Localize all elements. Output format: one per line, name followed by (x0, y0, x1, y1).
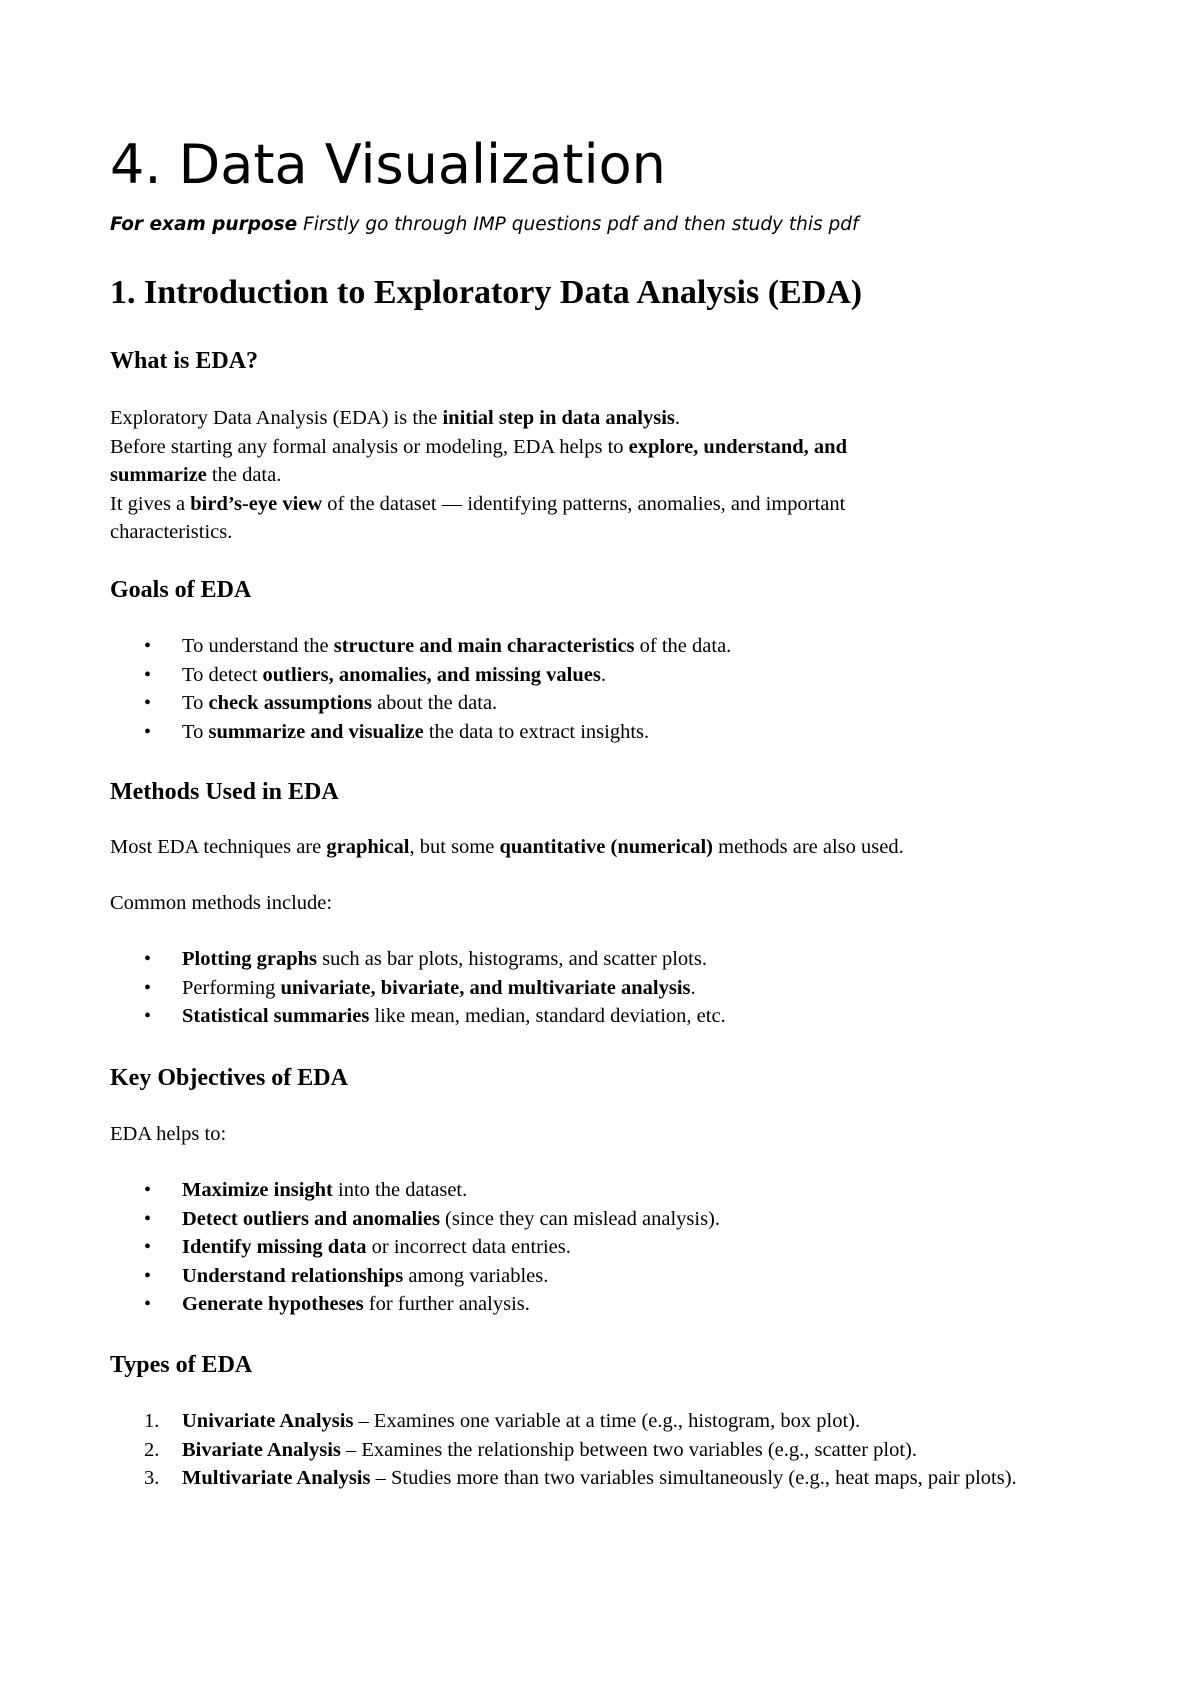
bold-text: Identify missing data (182, 1236, 367, 1258)
text: . (600, 663, 606, 686)
list-item (110, 974, 1090, 1003)
list-item (110, 1464, 1090, 1493)
text: Most EDA techniques are (110, 836, 327, 858)
bold-text: summarize (110, 464, 207, 486)
text: among variables. (403, 1264, 549, 1287)
para-line (110, 518, 1010, 547)
text: about the data. (371, 692, 498, 714)
what-is-eda-paragraph (110, 404, 1010, 547)
bold-text: Bivariate Analysis (182, 1438, 341, 1461)
bold-text: univariate, bivariate, and multivariate analysis (280, 976, 691, 999)
list-item (110, 1436, 1090, 1465)
bold-text: quantitative (numerical) (499, 836, 713, 858)
bold-text: Detect outliers and anomalies (182, 1207, 440, 1230)
para-line (110, 404, 1010, 433)
list-item (110, 945, 1090, 974)
list-item (110, 1290, 1090, 1319)
text: Before starting any formal analysis or modeling, EDA helps to (110, 435, 629, 458)
text: like mean, median, standard deviation, etc. (369, 1005, 726, 1027)
para-line (110, 490, 1010, 519)
methods-list (110, 945, 1090, 1031)
bold-text: initial step in data analysis (442, 407, 675, 429)
list-item (110, 661, 1090, 690)
list-item (110, 689, 1090, 718)
text: To (182, 692, 209, 714)
text: . (674, 407, 680, 429)
bold-text: Maximize insight (182, 1179, 333, 1201)
bullet-icon: • (144, 976, 152, 999)
text: the data to extract insights. (423, 720, 650, 743)
bold-text: Understand relationships (182, 1264, 404, 1287)
text: of the data. (634, 635, 732, 657)
list-item (110, 718, 1090, 747)
text: To (182, 720, 209, 743)
text: into the dataset. (332, 1179, 468, 1201)
subtitle-bold: For exam purpose (110, 214, 298, 235)
bullet-icon: • (144, 1264, 152, 1287)
text: (since they can mislead analysis). (439, 1207, 720, 1230)
objectives-list (110, 1176, 1090, 1319)
list-number: 1. (144, 1410, 160, 1432)
list-item (110, 1205, 1090, 1234)
types-list (110, 1407, 1090, 1493)
bullet-icon: • (144, 635, 152, 657)
text: of the dataset — identifying patterns, anomalies, and important (322, 492, 846, 515)
text: , but some (409, 836, 500, 858)
bullet-icon: • (144, 1179, 152, 1201)
text: To detect (182, 663, 263, 686)
bold-text: graphical (326, 836, 410, 858)
bullet-icon: • (144, 1236, 152, 1258)
bold-text: bird’s-eye view (190, 492, 323, 515)
bold-text: explore, understand, and (628, 435, 847, 458)
heading-objectives: Key Objectives of EDA (110, 1065, 348, 1091)
text: – Examines one variable at a time (e.g., histogram, box plot). (353, 1410, 861, 1432)
subtitle (110, 214, 859, 235)
heading-goals: Goals of EDA (110, 577, 252, 603)
text: – Examines the relationship between two variables (e.g., scatter plot). (340, 1438, 917, 1461)
list-item (110, 632, 1090, 661)
bold-text: summarize and visualize (208, 720, 424, 743)
list-item (110, 1233, 1090, 1262)
bold-text: Univariate Analysis (182, 1410, 354, 1432)
bold-text: Statistical summaries (182, 1005, 370, 1027)
list-item (110, 1407, 1090, 1436)
text: methods are also used. (713, 836, 904, 858)
text: the data. (206, 464, 282, 486)
text: Exploratory Data Analysis (EDA) is the (110, 407, 443, 429)
methods-intro: Common methods include: (110, 892, 333, 914)
text: It gives a (110, 492, 191, 515)
bold-text: Generate hypotheses (182, 1293, 364, 1315)
bold-text: check assumptions (208, 692, 372, 714)
list-item (110, 1176, 1090, 1205)
text: . (690, 976, 696, 999)
bullet-icon: • (144, 1005, 152, 1027)
text: or incorrect data entries. (366, 1236, 571, 1258)
bold-text: structure and main characteristics (333, 635, 635, 657)
list-number: 3. (144, 1467, 160, 1489)
bullet-icon: • (144, 663, 152, 686)
goals-list (110, 632, 1090, 746)
bullet-icon: • (144, 1207, 152, 1230)
list-item (110, 1262, 1090, 1291)
bold-text: Multivariate Analysis (182, 1467, 371, 1489)
text: To understand the (182, 635, 334, 657)
methods-paragraph (110, 833, 1090, 862)
para-line (110, 433, 1010, 462)
heading-types: Types of EDA (110, 1352, 253, 1378)
text: Performing (182, 976, 281, 999)
text: characteristics. (110, 521, 233, 543)
bold-text: outliers, anomalies, and missing values (262, 663, 601, 686)
bullet-icon: • (144, 948, 152, 970)
bullet-icon: • (144, 1293, 152, 1315)
subtitle-rest: Firstly go through IMP questions pdf and then study this pdf (297, 214, 859, 235)
section-heading-intro: 1. Introduction to Exploratory Data Analysis (EDA) (110, 274, 863, 311)
document-title: 4. Data Visualization (110, 133, 666, 196)
bullet-icon: • (144, 720, 152, 743)
heading-what-is-eda: What is EDA? (110, 348, 259, 374)
text: – Studies more than two variables simultaneously (e.g., heat maps, pair plots). (370, 1467, 1017, 1489)
text: such as bar plots, histograms, and scatter plots. (316, 948, 707, 970)
heading-methods: Methods Used in EDA (110, 779, 339, 805)
bold-text: Plotting graphs (182, 948, 317, 970)
para-line (110, 461, 1010, 490)
list-number: 2. (144, 1438, 160, 1461)
text: for further analysis. (363, 1293, 530, 1315)
list-item (110, 1002, 1090, 1031)
objectives-intro: EDA helps to: (110, 1123, 227, 1145)
bullet-icon: • (144, 692, 152, 714)
